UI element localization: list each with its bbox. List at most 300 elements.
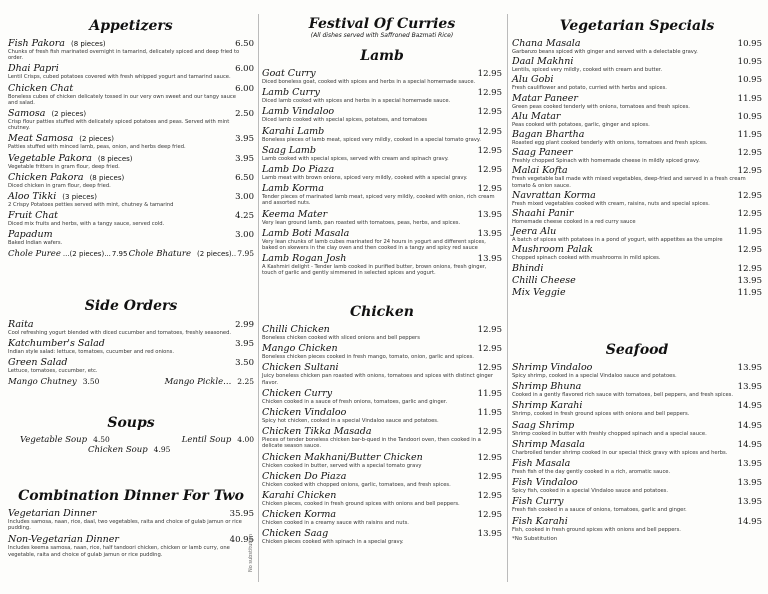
menu-item-vegetable-pakora	[8, 153, 254, 170]
item-price: 11.95	[737, 130, 762, 141]
item-name-text: Fish Curry	[512, 496, 564, 508]
item-description: Lentil Crisps, cubed potatoes covered with fresh whipped yogurt and tamarind sauce.	[8, 74, 231, 81]
menu-item-alu-gobi	[512, 74, 762, 91]
item-name-text: Keema Mater	[262, 208, 328, 220]
menu-item-jeera-alu	[512, 226, 762, 243]
item-description: Boneless chicken pieces cooked in fresh mango, tomato, onion, garlic and spices.	[262, 354, 474, 361]
item-price: 13.95	[737, 275, 762, 286]
menu-item-shrimp-karahi	[512, 400, 762, 417]
item-description: Chicken cooked with chopped onions, garlic, tomatoes, and fresh spices.	[262, 481, 451, 488]
appetizers-section	[8, 18, 254, 259]
combination-section	[8, 488, 254, 561]
menu-item-chicken-sultani	[262, 362, 502, 385]
item-name	[8, 319, 34, 330]
item-name-text: Mushroom Palak	[512, 244, 593, 256]
item-name-text: Lamb Korma	[262, 183, 324, 195]
item-description: Freshly chopped Spinach with homemade cheese in mildly spiced gravy.	[512, 158, 700, 165]
item-name	[512, 190, 596, 201]
menu-item-shrimp-bhuna	[512, 381, 762, 398]
item-name	[8, 210, 58, 221]
item-description: Diced boneless goat, cooked with spices and herbs in a special homemade sauce.	[262, 79, 476, 85]
menu-item-chicken-saag	[262, 528, 502, 545]
item-description: Patties stuffed with minced lamb, peas, onion, and herbs deep fried.	[8, 144, 186, 151]
item-name	[512, 439, 585, 450]
curries-subtitle: (All dishes served with Saffroned Bazmati Rice)	[310, 32, 454, 39]
item-name	[512, 275, 576, 286]
item-name-text: Alu Matar	[512, 110, 561, 122]
menu-item-mango-chicken	[262, 343, 502, 360]
item-price: 13.95	[737, 497, 762, 508]
item-name-text: Chicken Korma	[262, 509, 337, 521]
item-price: 12.95	[477, 325, 502, 335]
item-description: Chopped spinach cooked with mushrooms in mild spices.	[512, 255, 661, 262]
item-price: 12.95	[737, 166, 762, 177]
item-name-text: Mix Veggie	[512, 286, 566, 298]
item-name-text: Fish Vindaloo	[512, 477, 578, 489]
item-description: Vegetable fritters in gram flour, deep fried.	[8, 163, 120, 170]
item-name-text: Chicken Tikka Masada	[262, 426, 372, 438]
item-name-text: Chicken Vindaloo	[262, 407, 347, 419]
item-name-text: Alu Gobi	[512, 74, 554, 86]
item-name-text: Lamb Curry	[262, 87, 320, 99]
chole-bhature-name: Chole Bhature (2 pieces)..	[128, 248, 237, 259]
item-name-text: Chicken Pakora	[8, 171, 84, 183]
item-name-text: Saag Paneer	[512, 147, 573, 159]
mango-row	[8, 377, 254, 387]
menu-item-shrimp-masala	[512, 439, 762, 456]
item-name-text: Lamb Boti Masala	[262, 227, 350, 239]
item-price: 6.50	[235, 172, 254, 183]
item-description: Fish, cooked in fresh ground spices with onions and bell peppers.	[512, 526, 681, 533]
item-name-text: Chicken Do Piaza	[262, 470, 347, 482]
item-name	[512, 111, 560, 122]
item-price: 14.95	[737, 516, 762, 527]
menu-item-vegetarian-dinner	[8, 508, 254, 531]
item-price: 3.95	[235, 134, 254, 145]
side-orders-section	[8, 298, 254, 387]
item-name-text: Chicken Saag	[262, 528, 329, 540]
item-description: Indian style salad: lettuce, tomatoes, cucumber and red onions.	[8, 349, 174, 356]
item-name	[512, 381, 581, 392]
item-description: Shrimp cooked in butter with freshly chopped spinach and a special sauce.	[512, 430, 707, 437]
item-price: 10.95	[737, 75, 762, 86]
item-description: Pieces of tender boneless chicken bar-b-qued in the Tandoori oven, then cooked in a delicate season sauce.	[262, 437, 481, 450]
item-price: 13.95	[477, 529, 502, 540]
item-price: 12.95	[477, 107, 502, 118]
item-price: 11.95	[737, 227, 762, 238]
item-name-text: Saag Lamb	[262, 144, 316, 156]
item-description: Fresh vegetable ball made with mixed vegetables, deep-fried and served in a fresh cream tomato & onion sauce.	[512, 176, 746, 189]
item-price: 12.95	[477, 427, 502, 438]
item-price: 13.95	[737, 478, 762, 489]
item-name	[8, 534, 119, 545]
lamb-section	[262, 48, 502, 279]
item-name-text: Vegetarian Dinner	[8, 508, 97, 519]
column-vegetarian-seafood	[512, 0, 762, 594]
item-name-text: Goat Curry	[262, 68, 316, 79]
chole-bhature-price: 7.95	[237, 248, 254, 258]
menu-item-matar-paneer	[512, 93, 762, 110]
item-price: 2.50	[235, 109, 254, 120]
item-price: 3.95	[235, 153, 254, 164]
item-price: 4.25	[235, 211, 254, 222]
menu-item-lamb-vindaloo	[262, 106, 502, 123]
item-price: 12.95	[477, 69, 502, 79]
item-description: Spicy hot chicken, cooked in a special Vindaloo sauce and potatoes.	[262, 418, 439, 425]
item-price: 12.95	[477, 165, 502, 176]
chole-puree-name: Chole Puree ...(2 pieces)...7.95	[8, 248, 128, 259]
vegetarian-title: Vegetarian Specials	[559, 18, 715, 34]
menu-item-bhindi	[512, 263, 762, 274]
menu-item-katchumber-s-salad	[8, 338, 254, 355]
vegetarian-section	[512, 18, 762, 299]
item-name-text: Fish Karahi	[512, 515, 568, 527]
menu-item-chilli-cheese	[512, 275, 762, 286]
item-description: Spicy fish, cooked in a special Vindaloo sauce and potatoes.	[512, 488, 669, 495]
item-name	[512, 516, 568, 527]
item-name	[262, 106, 334, 117]
menu-item-chicken-chat	[8, 83, 254, 106]
item-name-text: Malai Kofta	[512, 165, 568, 177]
menu-item-chicken-curry	[262, 388, 502, 405]
item-name-text: Non-Vegetarian Dinner	[8, 534, 119, 546]
combination-title: Combination Dinner For Two	[18, 488, 244, 504]
item-name	[262, 228, 349, 239]
item-name-text: Raita	[8, 319, 34, 330]
chicken-title: Chicken	[350, 304, 414, 320]
item-name	[262, 145, 316, 156]
item-description: Chicken cooked in a sauce of fresh onions, tomatoes, garlic and ginger.	[262, 398, 448, 405]
menu-item-mix-veggie	[512, 287, 762, 298]
item-description: Diced lamb cooked with spices and herbs in a special homemade sauce.	[262, 98, 451, 105]
seafood-title: Seafood	[605, 342, 669, 358]
item-name	[8, 153, 133, 164]
menu-item-bagan-bhartha	[512, 129, 762, 146]
item-description: Peas cooked with potatoes, garlic, ginger and spices.	[512, 121, 650, 128]
item-name	[262, 471, 346, 482]
item-price: 12.95	[477, 344, 502, 355]
curries-header	[262, 16, 502, 39]
item-name	[262, 509, 336, 520]
item-price: 12.95	[477, 491, 502, 502]
item-name	[262, 426, 372, 437]
item-name	[262, 253, 346, 264]
item-name	[512, 287, 566, 298]
menu-item-raita	[8, 319, 254, 336]
item-price: 14.95	[737, 401, 762, 412]
item-name-text: Navrattan Korma	[512, 189, 596, 201]
item-description: Diced mix fruits and herbs, with a tangy sauce, served cold.	[8, 221, 165, 228]
side-orders-title: Side Orders	[84, 298, 178, 314]
item-description: Crisp flour patties stuffed with delicately spiced potatoes and peas. Served with mint chutney.	[8, 119, 230, 132]
item-description: Diced lamb cooked with special spices, potatoes, and tomatoes	[262, 117, 428, 124]
menu-item-chicken-vindaloo	[262, 407, 502, 424]
item-name	[512, 263, 543, 274]
mango-chutney-name: Mango Chutney	[8, 376, 77, 387]
item-name-text: Chicken Curry	[262, 387, 333, 399]
item-name-text: Karahi Lamb	[262, 125, 325, 137]
item-description: Roasted egg plant cooked tenderly with onions, tomatoes and fresh spices.	[512, 140, 708, 147]
item-description: Chicken cooked in butter, served with a special tomato gravy	[262, 462, 422, 469]
item-name-text: Vegetable Pakora	[8, 152, 92, 164]
item-description: Cool refreshing yogurt blended with diced cucumber and tomatoes, freshly seasoned.	[8, 330, 232, 336]
menu-item-aloo-tikki	[8, 191, 254, 208]
item-name	[8, 63, 59, 74]
item-name	[8, 229, 53, 240]
item-price: 35.95	[229, 509, 254, 519]
lentil-soup-price: 4.00	[237, 435, 254, 444]
menu-item-lamb-do-piaza	[262, 164, 502, 181]
soups-section	[8, 415, 254, 455]
menu-item-fish-masala	[512, 458, 762, 475]
item-description: Homemade cheese cooked in a red curry sauce	[512, 219, 636, 226]
column-curries	[262, 0, 502, 594]
item-name-text: Saag Shrimp	[512, 419, 575, 431]
item-name	[512, 93, 578, 104]
item-name-text: Chicken Sultani	[262, 362, 339, 374]
item-name	[262, 209, 327, 220]
item-price: 13.95	[737, 363, 762, 373]
item-name	[512, 458, 570, 469]
item-price: 12.95	[737, 263, 762, 274]
item-name-text: Bhindi	[512, 262, 544, 274]
item-price: 13.95	[477, 254, 502, 265]
menu-item-navrattan-korma	[512, 190, 762, 207]
item-name-text: Shrimp Masala	[512, 438, 585, 450]
item-description: Cooked in a gently flavored rich sauce with tomatoes, bell peppers, and fresh spices.	[512, 392, 733, 399]
chicken-soup-name: Chicken Soup	[88, 445, 148, 455]
menu-item-meat-samosa	[8, 133, 254, 150]
item-price: 10.95	[737, 39, 762, 49]
item-description: Lamb cooked with special spices, served with cream and spinach gravy.	[262, 155, 449, 162]
item-name	[262, 68, 316, 79]
menu-item-samosa	[8, 108, 254, 131]
item-name	[512, 165, 568, 176]
menu-item-saag-lamb	[262, 145, 502, 162]
item-name-text: Katchumber's Salad	[8, 338, 105, 350]
menu-item-chicken-do-piaza	[262, 471, 502, 488]
item-quantity: (8 pieces)	[89, 173, 125, 182]
item-price: 10.95	[737, 111, 762, 122]
item-description: Baked Indian wafers.	[8, 240, 63, 247]
item-name-text: Jeera Alu	[512, 226, 557, 238]
item-name-text: Chilli Chicken	[262, 324, 330, 335]
item-price: 3.00	[235, 230, 254, 241]
item-name	[512, 208, 573, 219]
item-description: Fresh fish of the day gently cooked in a rich, aromatic sauce.	[512, 469, 671, 476]
menu-item-lamb-curry	[262, 87, 502, 104]
mango-pickle-name: Mango Pickle...	[164, 376, 232, 387]
item-name-text: Chana Masala	[512, 38, 581, 49]
item-description: Includes samosa, naan, rice, daal, two vegetables, raita and choice of gulab jamun or rice pudding.	[8, 519, 242, 532]
item-price: 13.95	[737, 382, 762, 393]
item-name	[512, 244, 593, 255]
item-quantity: (8 pieces)	[97, 154, 133, 163]
item-name-text: Lamb Do Piaza	[262, 164, 335, 176]
item-price: 11.95	[477, 408, 502, 419]
item-price: 12.95	[737, 209, 762, 220]
item-name	[512, 129, 584, 140]
item-name	[262, 343, 338, 354]
menu-item-chilli-chicken	[262, 324, 502, 341]
item-description: Boneless chicken cooked with sliced onions and bell peppers	[262, 335, 420, 341]
item-price: 12.95	[477, 88, 502, 99]
divider-right	[507, 14, 508, 582]
item-price: 12.95	[737, 245, 762, 256]
menu-item-fish-pakora	[8, 38, 254, 61]
item-description: Chicken cooked in a creamy sauce with raisins and nuts.	[262, 520, 409, 527]
menu-item-chana-masala	[512, 38, 762, 55]
item-price: 13.95	[737, 459, 762, 470]
item-name-text: Matar Paneer	[512, 92, 578, 104]
item-price: 14.95	[737, 420, 762, 431]
item-description: Lamb meat with brown onions, spiced very mildly, cooked with a special gravy.	[262, 175, 468, 182]
item-description: Lentils, spiced very mildly, cooked with cream and butter.	[512, 67, 663, 74]
menu-item-shaahi-panir	[512, 208, 762, 225]
item-name-text: Dhai Papri	[8, 63, 59, 75]
item-name	[8, 338, 105, 349]
item-price: 13.95	[477, 209, 502, 220]
item-price: 6.50	[235, 39, 254, 49]
item-name	[512, 74, 553, 85]
menu-item-goat-curry	[262, 68, 502, 85]
item-name-text: Shrimp Karahi	[512, 400, 583, 412]
item-price: 12.95	[477, 471, 502, 482]
item-description: Fresh mixed vegetables cooked with cream, raisins, nuts and special spices.	[512, 200, 710, 207]
item-quantity: (3 pieces)	[62, 193, 97, 202]
item-description: A batch of spices with potatoes in a pond of yogurt, with appetites as the umpire	[512, 237, 723, 244]
menu-item-green-salad	[8, 357, 254, 374]
item-price: 3.95	[235, 339, 254, 350]
item-price: 12.95	[477, 145, 502, 156]
item-description: Charbroiled tender shrimp cooked in our special thick gravy with spices and herbs.	[512, 449, 728, 456]
menu-item-lamb-boti-masala	[262, 228, 502, 251]
menu-item-chicken-makhani-butter-chicken	[262, 452, 502, 469]
item-name-text: Aloo Tikki	[8, 191, 57, 203]
item-quantity: (2 pieces)	[51, 110, 87, 119]
item-description: Lettuce, tomatoes, cucumber, etc.	[8, 368, 98, 375]
item-name	[512, 362, 592, 373]
appetizers-title: Appetizers	[89, 18, 173, 34]
item-name	[8, 357, 67, 368]
item-price: 12.95	[737, 148, 762, 159]
item-name	[262, 407, 346, 418]
soup-row-2	[8, 445, 254, 455]
menu-item-chicken-korma	[262, 509, 502, 526]
menu-item-malai-kofta	[512, 165, 762, 188]
item-name-text: Papadum	[8, 229, 53, 241]
item-price: 12.95	[477, 363, 502, 374]
item-quantity: (2 pieces)	[79, 135, 114, 144]
item-name	[512, 38, 581, 49]
item-name-text: Lamb Vindaloo	[262, 106, 335, 118]
menu-item-keema-mater	[262, 209, 502, 226]
item-description: Green peas cooked tenderly with onions, tomatoes and fresh spices.	[512, 103, 690, 110]
menu-item-non-vegetarian-dinner	[8, 534, 254, 557]
item-price: 2.99	[235, 320, 254, 330]
item-description: Fresh cauliflower and potato, curried with herbs and spices.	[512, 85, 667, 92]
divider-left	[258, 14, 259, 582]
item-name	[512, 420, 574, 431]
mango-pickle-price: 2.25	[237, 376, 254, 386]
menu-item-papadum	[8, 229, 254, 246]
item-price: 3.00	[235, 192, 254, 203]
item-description: Diced chicken in gram flour, deep fried.	[8, 182, 111, 189]
item-name-text: Green Salad	[8, 357, 68, 369]
column-appetizers	[8, 0, 254, 594]
seafood-section	[512, 342, 762, 542]
item-description: 2 Crispy Potatoes petties served with mint, chutney & tamarind	[8, 202, 174, 209]
item-description: Juicy boneless chicken pan roasted with onions, tomatoes and spices with distinct ginger flavor.	[262, 373, 493, 386]
item-name	[512, 477, 578, 488]
chicken-section	[262, 304, 502, 548]
item-description: Spicy shrimp, cooked in a special Vindaloo sauce and potatoes.	[512, 373, 677, 379]
item-quantity: (8 pieces)	[70, 40, 106, 48]
seafood-footnote: *No Substitution	[512, 535, 558, 542]
item-description: Chicken pieces cooked with spinach in a special gravy.	[262, 539, 404, 546]
item-name	[262, 528, 328, 539]
item-name-text: Daal Makhni	[512, 56, 574, 68]
item-price: 11.95	[737, 93, 762, 104]
item-name	[512, 496, 563, 507]
item-name-text: Karahi Chicken	[262, 490, 337, 502]
item-name	[8, 172, 124, 183]
item-description: Very lean chunks of lamb cubes marinated for 24 hours in yogurt and different spices, baked on skewers in the clay oven and then cooked in a tangy and spicy red sauce	[262, 238, 486, 252]
chole-row	[8, 249, 254, 259]
item-price: 11.95	[737, 287, 762, 298]
vegetable-soup-name: Vegetable Soup	[20, 435, 88, 445]
menu-item-saag-shrimp	[512, 420, 762, 437]
chicken-soup-price: 4.95	[153, 445, 171, 454]
item-name	[262, 452, 423, 463]
menu-item-daal-makhni	[512, 56, 762, 73]
item-name-text: Chicken Chat	[8, 82, 74, 94]
item-name	[262, 164, 334, 175]
menu-item-dhai-papri	[8, 63, 254, 80]
item-description: A Kashmiri delight - Tender lamb cooked in purified butter, brown onions, fresh ginger, touch of garlic and gently simmered in selected spices and yogurt.	[262, 264, 487, 277]
item-price: 12.95	[737, 190, 762, 201]
curries-title: Festival Of Curries	[308, 16, 456, 32]
menu-item-mushroom-palak	[512, 244, 762, 261]
item-name	[8, 191, 97, 202]
vegetable-soup-price: 4.50	[93, 435, 110, 444]
item-name-text: Fish Pakora	[8, 38, 65, 49]
item-price: 11.95	[477, 388, 502, 399]
item-name-text: Meat Samosa	[8, 133, 74, 145]
menu-item-chicken-tikka-masada	[262, 426, 502, 449]
item-name-text: Lamb Rogan Josh	[262, 253, 347, 265]
item-description: Shrimp, cooked in fresh ground spices with onions and bell peppers.	[512, 411, 690, 418]
item-name	[8, 38, 106, 49]
no-substitution-side-note: No substitution	[248, 534, 254, 572]
item-description: Boneless pieces of lamb meat, spiced very mildly, cooked in a special tomato gravy.	[262, 136, 481, 143]
item-name-text: Shrimp Vindaloo	[512, 362, 593, 373]
item-name	[262, 126, 324, 137]
soup-row-1	[8, 435, 254, 445]
item-description: Boneless cubes of chicken delicately tossed in our very own sweet and our tangy sauce and salad.	[8, 93, 236, 106]
item-name-text: Chilli Cheese	[512, 274, 576, 286]
menu-item-lamb-korma	[262, 183, 502, 206]
menu-item-fish-curry	[512, 496, 762, 513]
item-price: 12.95	[477, 452, 502, 463]
item-name	[262, 183, 324, 194]
item-name	[8, 133, 114, 144]
item-description: Garbanzo beans spiced with ginger and served with a delectable gravy.	[512, 49, 698, 55]
item-name-text: Bagan Bhartha	[512, 129, 585, 141]
item-name	[8, 508, 96, 519]
item-name-text: Samosa	[8, 108, 46, 120]
item-price: 12.95	[477, 184, 502, 195]
